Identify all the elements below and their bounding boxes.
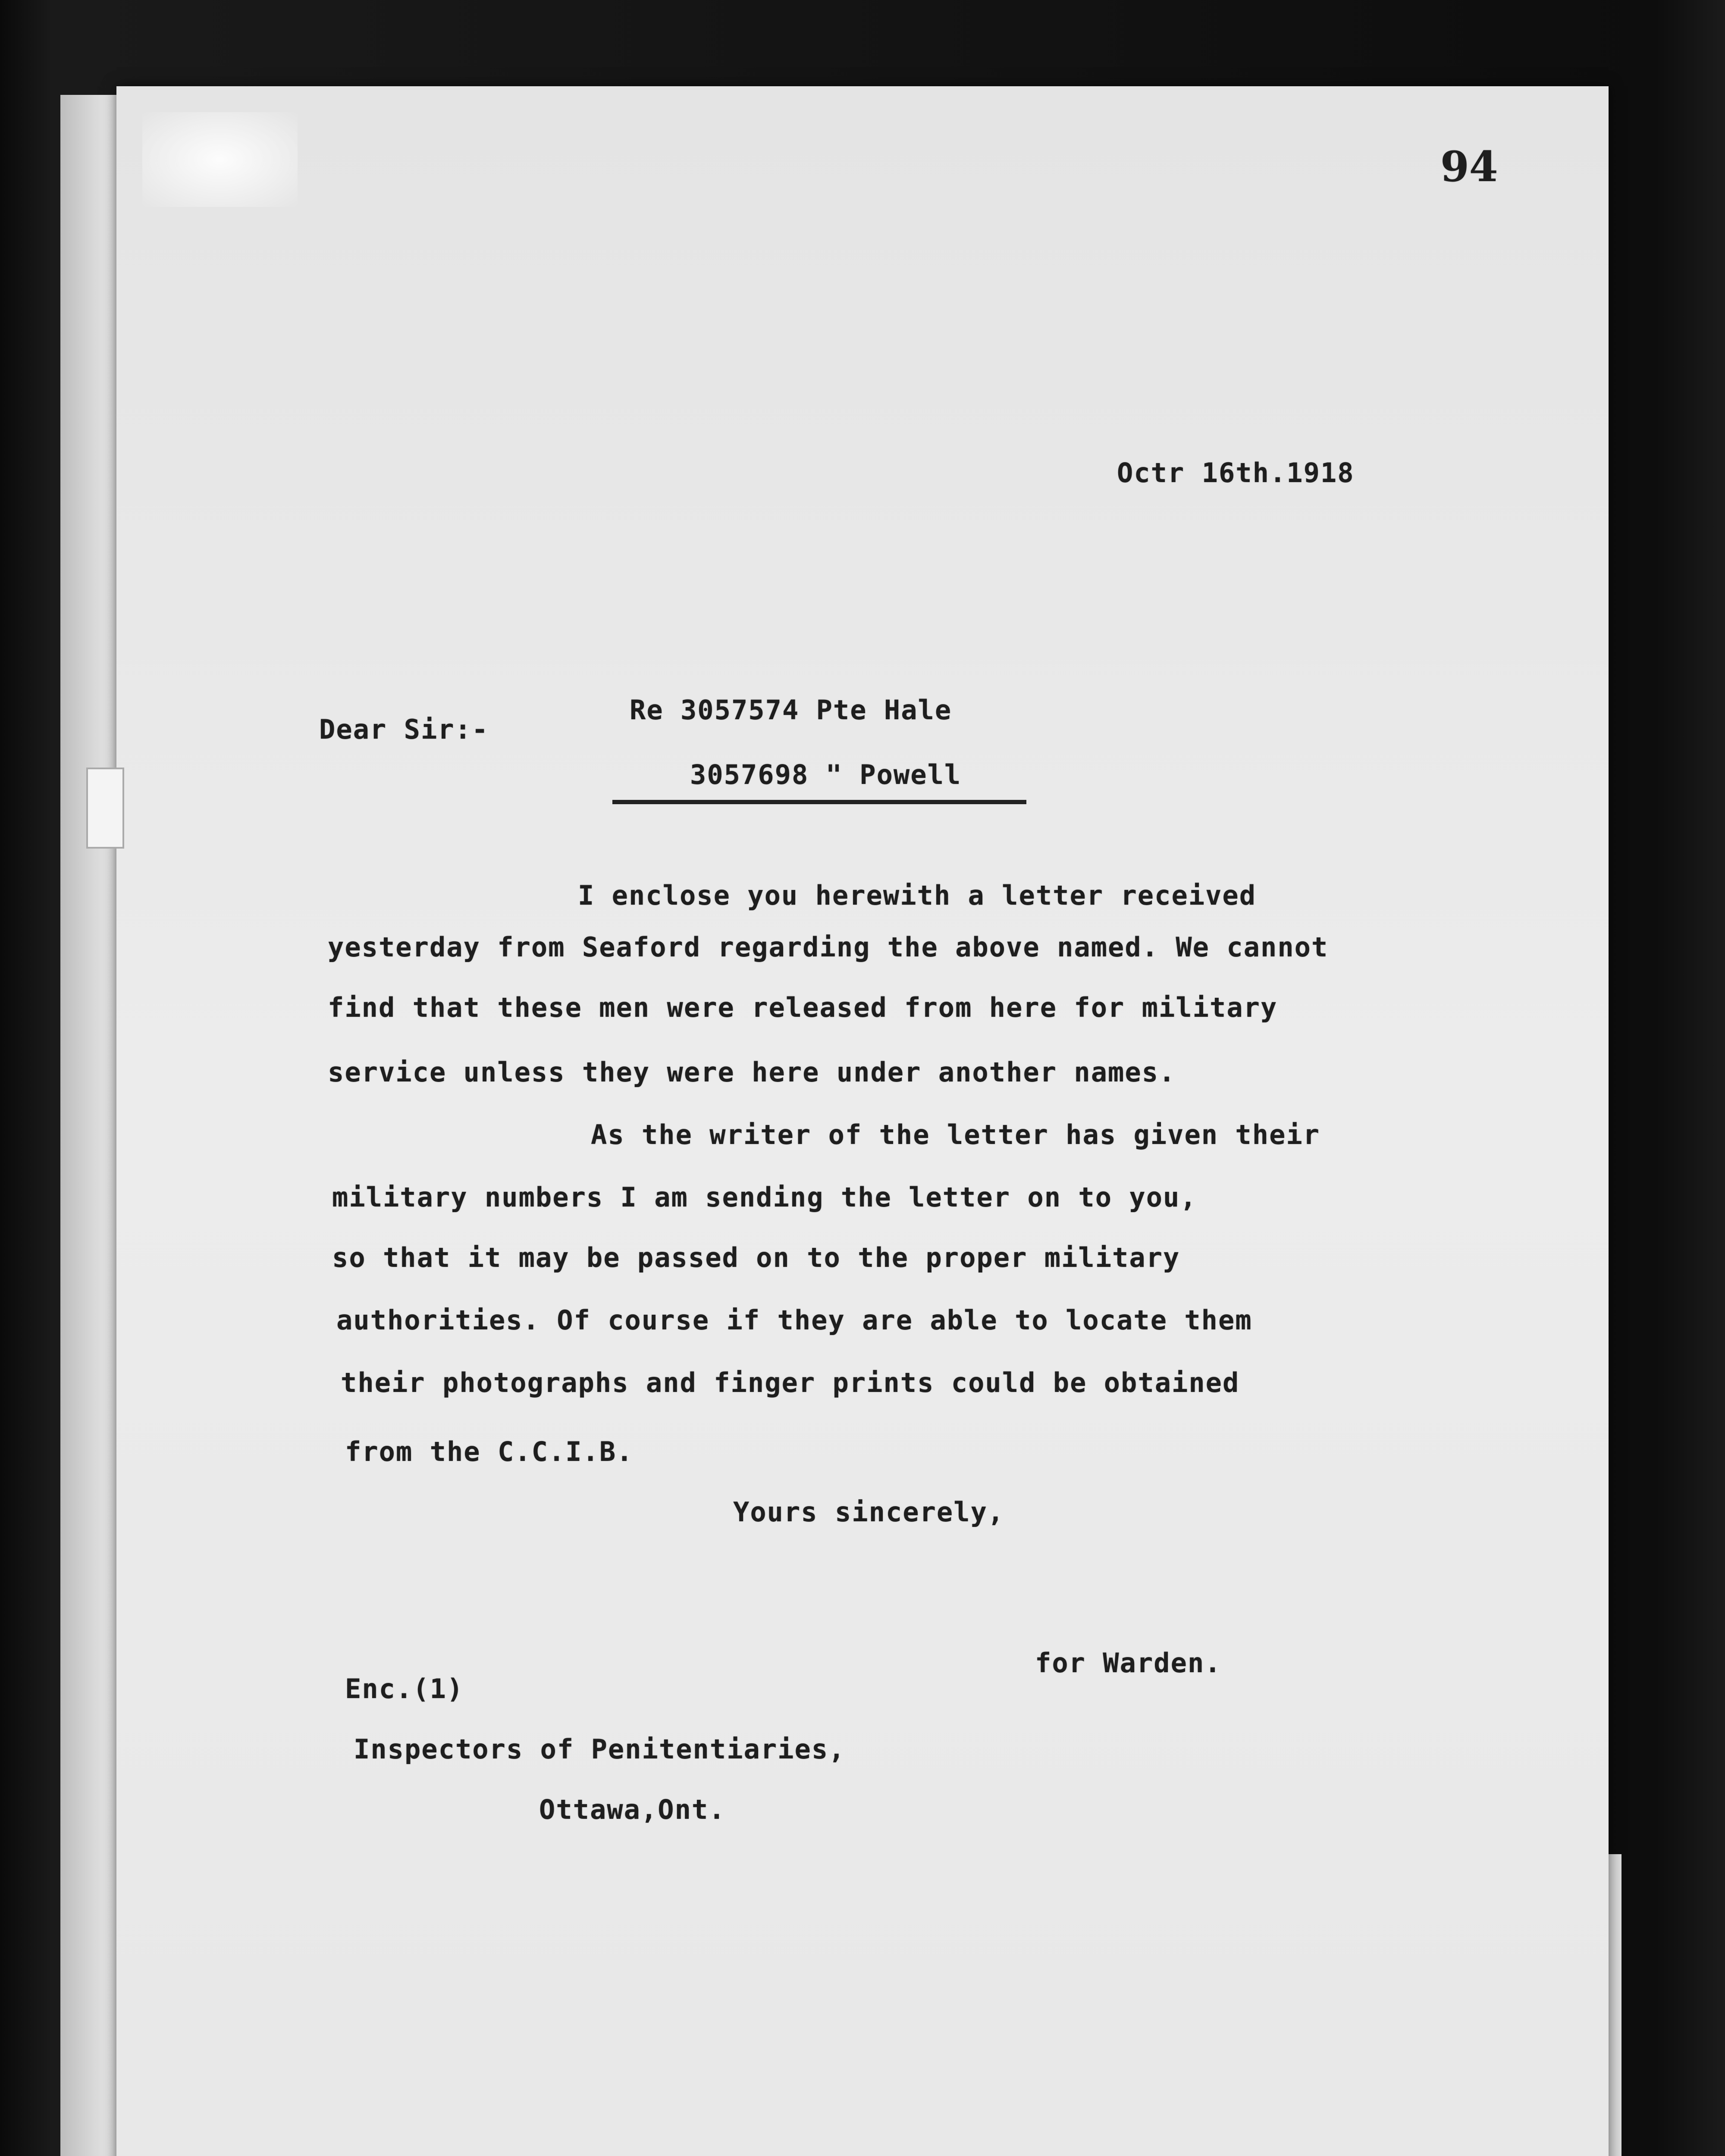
body-line: As the writer of the letter has given their	[591, 1119, 1320, 1150]
body-line: their photographs and finger prints could be obtained	[341, 1367, 1240, 1398]
body-line: so that it may be passed on to the proper military	[332, 1242, 1180, 1273]
body-line: find that these men were released from here for military	[328, 992, 1278, 1023]
body-line: authorities. Of course if they are able to locate them	[336, 1304, 1252, 1336]
closing: Yours sincerely,	[733, 1496, 1005, 1528]
addressee-line-1: Inspectors of Penitentiaries,	[354, 1733, 846, 1765]
letter-date: Octr 16th.1918	[1117, 457, 1355, 489]
body-line: service unless they were here under another names.	[328, 1056, 1176, 1088]
body-line: from the C.C.I.B.	[345, 1436, 634, 1467]
reference-line-1: Re 3057574 Pte Hale	[630, 694, 952, 726]
reference-underline	[612, 800, 1026, 804]
addressee-line-2: Ottawa,Ont.	[539, 1794, 726, 1825]
binding-clip	[86, 768, 124, 849]
signature-line: for Warden.	[1035, 1647, 1222, 1679]
page-number: 94	[1440, 142, 1498, 191]
salutation: Dear Sir:-	[319, 714, 489, 745]
body-line: I enclose you herewith a letter received	[578, 880, 1257, 911]
body-line: military numbers I am sending the letter on to you,	[332, 1181, 1197, 1213]
enclosure-note: Enc.(1)	[345, 1673, 464, 1705]
body-line: yesterday from Seaford regarding the above named. We cannot	[328, 931, 1329, 963]
paper-smudge	[142, 112, 298, 207]
reference-line-2: 3057698 " Powell	[690, 759, 962, 790]
